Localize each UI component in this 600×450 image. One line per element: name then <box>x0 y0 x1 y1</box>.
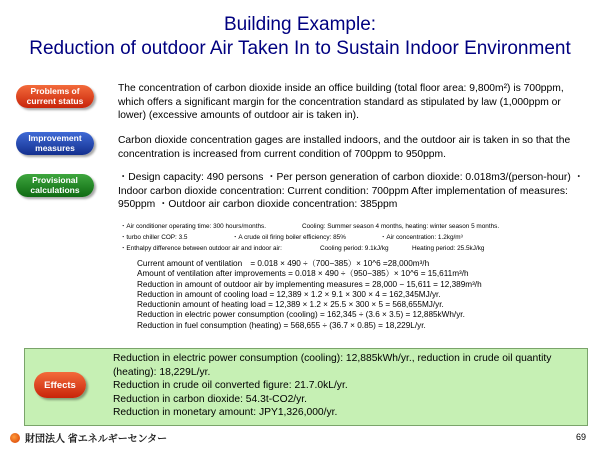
calculation-line: Reduction in amount of outdoor air by implementing measures = 28,000 − 15,611 = 12,389m³/h <box>137 279 482 289</box>
condition-operating-time: ・Air conditioner operating time: 300 hours/months. <box>120 223 266 230</box>
provisional-label-line-1: Provisional <box>32 175 78 185</box>
condition-enthalpy: ・Enthalpy difference between outdoor air and indoor air: <box>120 245 282 252</box>
org-logo <box>10 430 167 445</box>
improvement-text: Carbon dioxide concentration gages are installed indoors, and the outdoor air is taken in so that the concentration is increased from current condition of 700ppm to 950ppm. <box>118 135 571 160</box>
calculation-line: Reduction in fuel consumption (heating) = 568,655 ÷ (36.7 × 0.85) = 18,229L/yr. <box>137 320 426 330</box>
provisional-label <box>16 174 94 197</box>
effects-line: Reduction in monetary amount: JPY1,326,000/yr. <box>113 407 338 418</box>
improvement-label-line-2: measures <box>35 142 75 153</box>
slide-title-line-1: Building Example: <box>223 14 377 35</box>
problems-label <box>16 85 94 108</box>
calculation-line: Amount of ventilation after improvements = 0.018 × 490 ÷（950−385）× 10^6 = 15,611m³/h <box>137 269 469 279</box>
effects-line: Reduction in crude oil converted figure: 21.7.0kL/yr. <box>113 380 348 391</box>
calculation-line: Reduction in electric power consumption (cooling) = 162,345 ÷ (3.6 × 3.5) = 12,885kWh/yr. <box>137 310 465 320</box>
calculation-line: Current amount of ventilation = 0.018 × 490 ÷（700−385）× 10^6 =28,000m³/h <box>137 259 430 268</box>
improvement-label <box>16 132 94 155</box>
effects-line: Reduction in carbon dioxide: 54.3t-CO2/yr. <box>113 393 308 405</box>
effects-label: Effects <box>34 372 86 398</box>
sun-logo-icon <box>10 433 20 443</box>
effects-line: Reduction in electric power consumption (cooling): 12,885kWh/yr., reduction in crude oil quantity (heating): 18,229L/yr. <box>113 353 552 378</box>
condition-cooling-enthalpy: Cooling period: 9.1kJ/kg <box>320 245 389 252</box>
slide-title-line-2: Reduction of outdoor Air Taken In to Sustain Indoor Environment <box>29 38 571 59</box>
problems-label-line-2: current status <box>26 95 84 106</box>
calculation-line: Reductionin amount of heating load = 12,389 × 1.2 × 25.5 × 300 × 5 = 568,655MJ/yr. <box>137 300 444 310</box>
condition-cop: ・turbo chiller COP: 3.5 <box>120 234 188 241</box>
condition-boiler: ・A crude oil firing boiler efficiency: 85% <box>232 234 346 241</box>
calculation-line: Reduction in amount of cooling load = 12,389 × 1.2 × 9.1 × 300 × 4 = 162,345MJ/yr. <box>137 289 441 299</box>
provisional-label-line-2: calculations <box>30 184 80 195</box>
effects-text <box>113 352 579 420</box>
condition-air-concentration: ・Air concentration: 1.2kg/m³ <box>380 234 463 241</box>
improvement-label-line-1: Improvement <box>28 133 82 143</box>
calculation-list <box>137 259 587 331</box>
problems-text: The concentration of carbon dioxide inside an office building (total floor area: 9,800m²) is 700ppm, which offers a significant margin for the concentration standard as stipulated by law (1,000ppm or lower) (excessive amounts of outdoor air is taken in). <box>118 83 564 121</box>
condition-seasons: Cooling: Summer season 4 months, heating: winter season 5 months. <box>302 223 500 230</box>
provisional-text: ・Design capacity: 490 persons ・Per person generation of carbon dioxide: 0.018m3/(person-hour) ・ Indoor carbon dioxide concentration: Current condition: 700ppm After implementation of measures: 950ppm ・Outdoor air carbon dioxide concentration: 385ppm <box>118 172 584 210</box>
page-number: 69 <box>575 432 586 442</box>
condition-heating-enthalpy: Heating period: 25.5kJ/kg <box>412 245 485 252</box>
org-name: 財団法人 省エネルギーセンター <box>25 434 168 445</box>
problems-label-line-1: Problems of <box>30 86 80 96</box>
